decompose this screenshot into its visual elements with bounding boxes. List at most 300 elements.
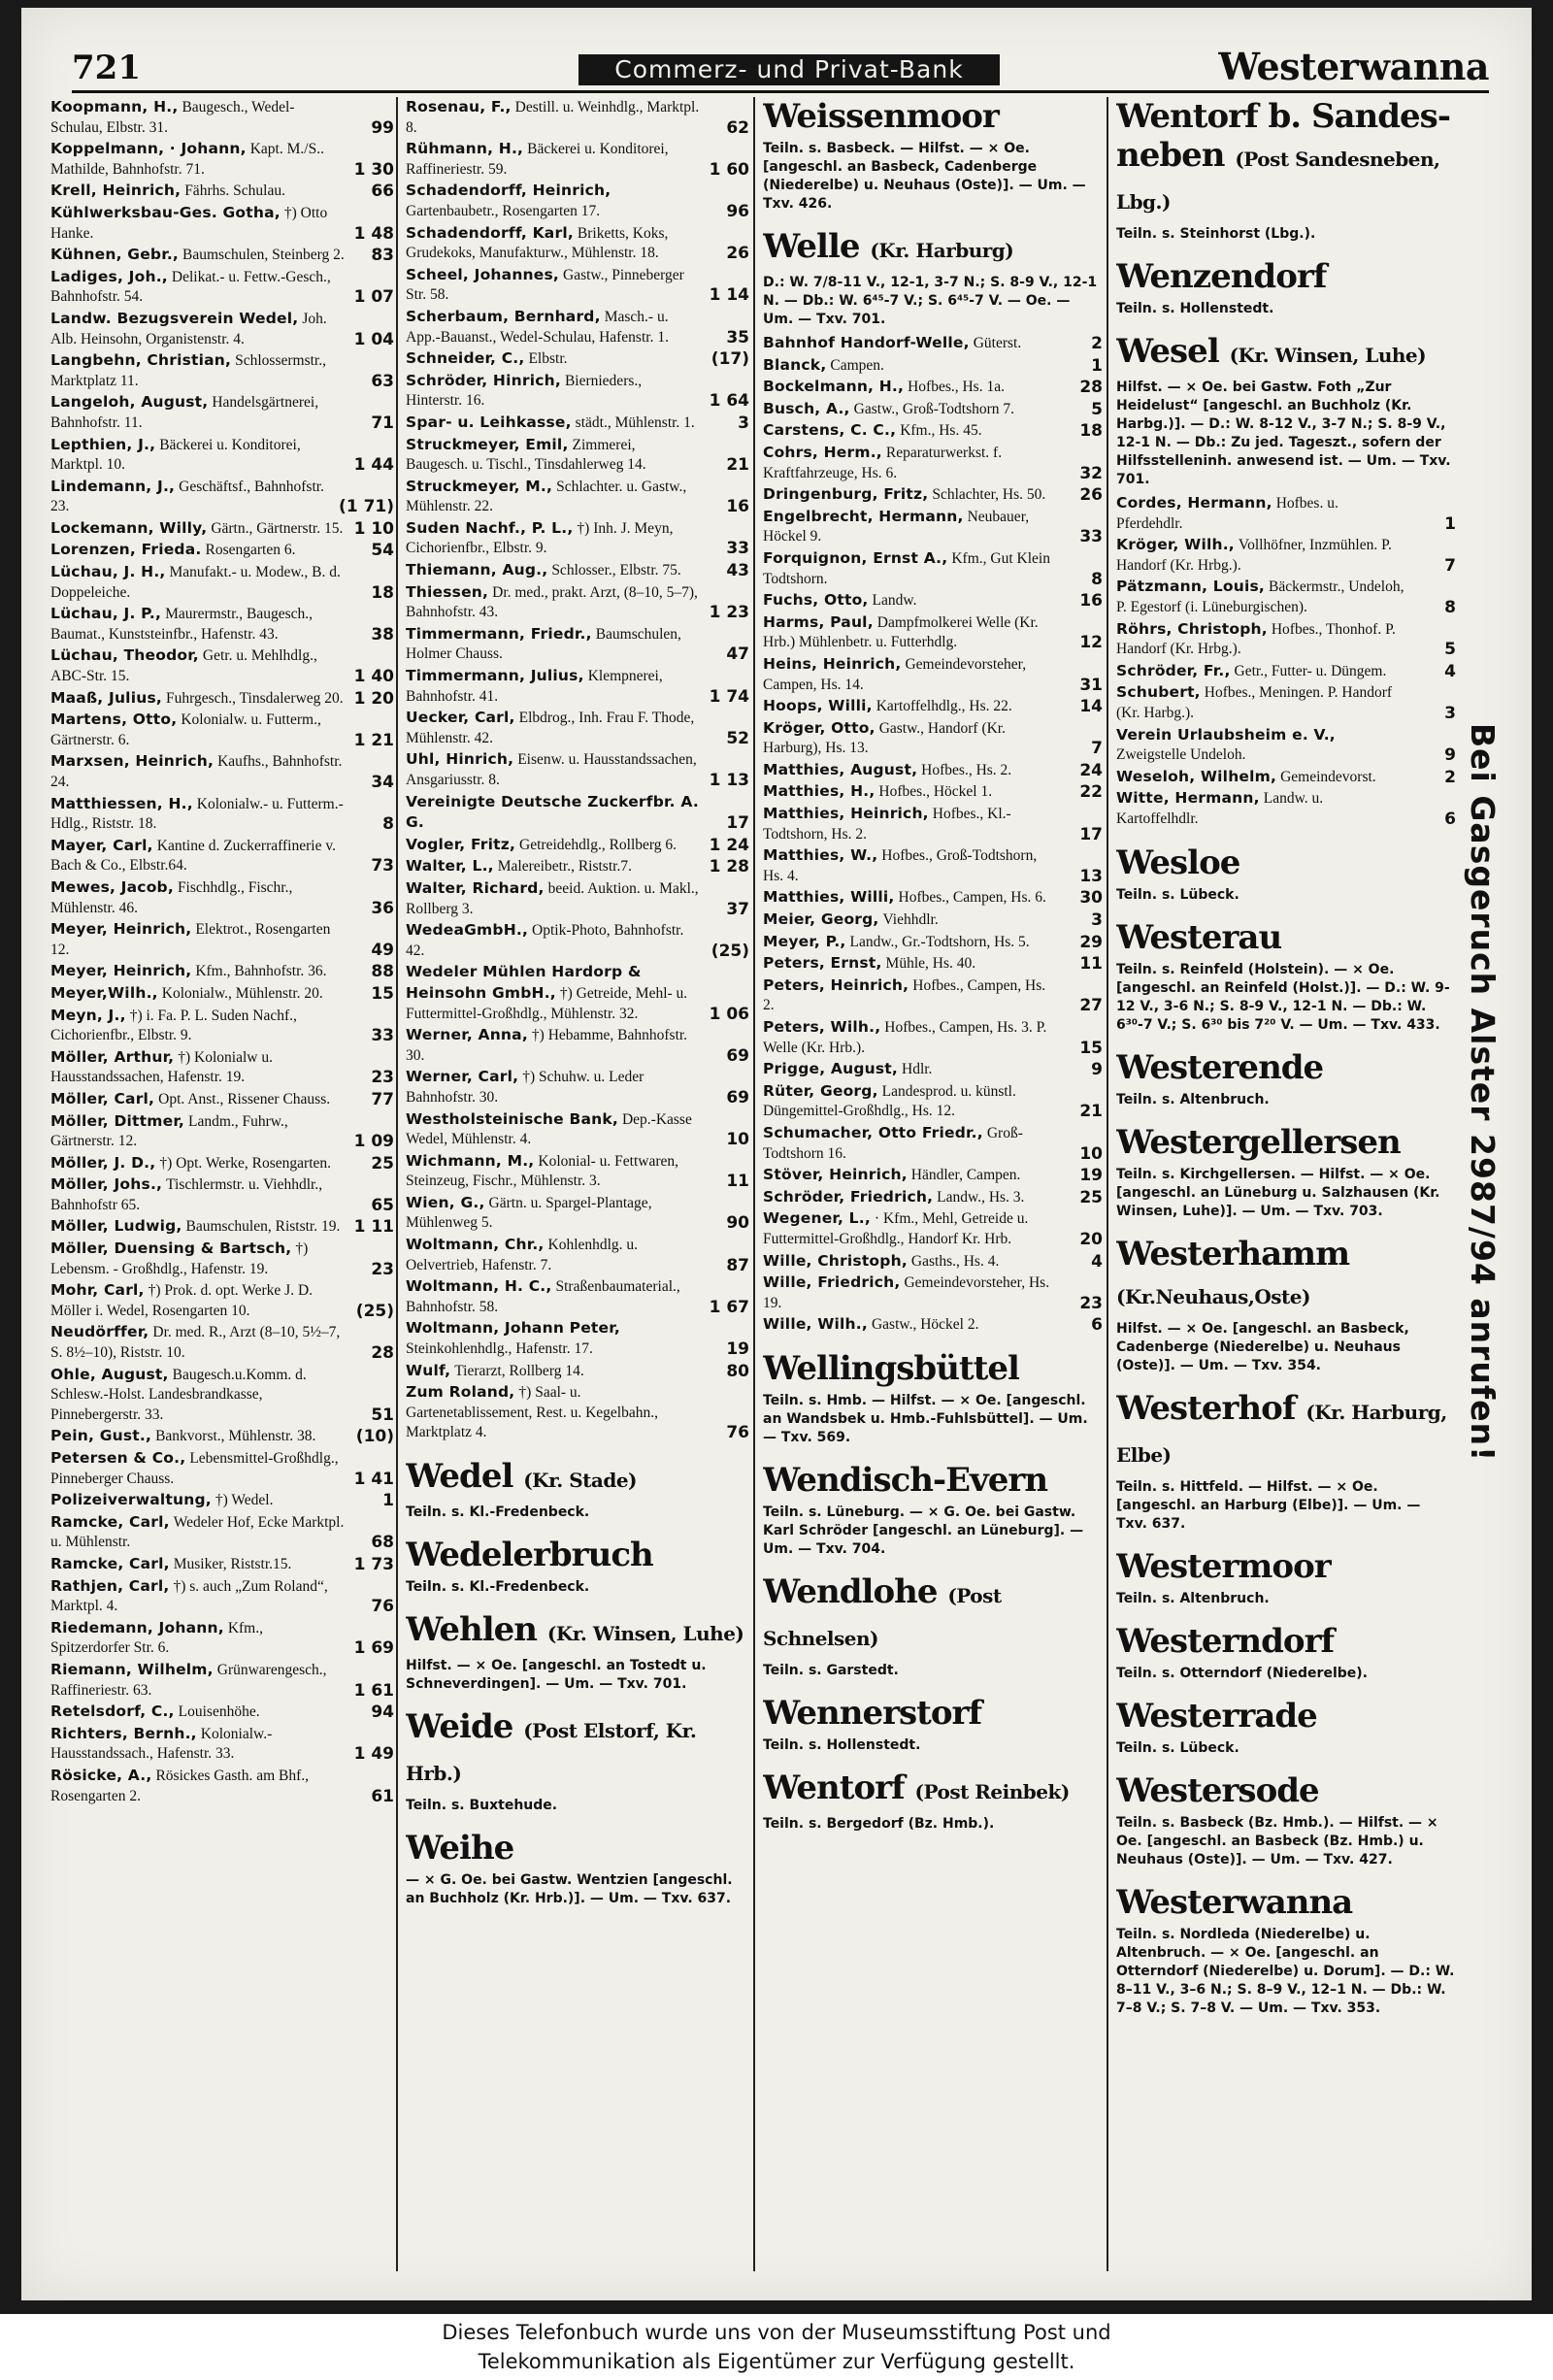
entry-name: Meyer, Heinrich, xyxy=(50,920,192,939)
entry-name: Möller, Carl, xyxy=(50,1089,155,1107)
directory-entry xyxy=(50,267,394,308)
entry-name: Uecker, Carl, xyxy=(406,709,515,727)
entry-name: Meyer, Heinrich, xyxy=(50,962,192,980)
entry-name: Pein, Gust., xyxy=(50,1427,152,1445)
place-name xyxy=(1116,1883,1456,1922)
phone-number: 1 21 xyxy=(353,730,394,750)
column-4 xyxy=(1116,97,1456,2276)
entry-name: Bahnhof Handorf-Welle, xyxy=(763,334,970,351)
directory-entry xyxy=(763,696,1103,717)
phone-number: 51 xyxy=(371,1405,394,1425)
entry-details: Landw. xyxy=(872,592,917,610)
entry-details: Rösickes Gasth. am Bhf., Rosengarten 2. xyxy=(50,1767,310,1804)
directory-entry xyxy=(406,1235,749,1275)
entry-details: Gastw., Handorf (Kr. Harburg), Hs. 13. xyxy=(763,719,1006,757)
entry-name: Schröder, Hinrich, xyxy=(406,371,561,389)
place-title: Westerwanna xyxy=(1116,1882,1353,1922)
entry-name: Blanck, xyxy=(763,355,827,374)
place-title: Wentorf b. Sandes- xyxy=(1116,97,1450,136)
place-section xyxy=(763,1572,1103,1680)
place-section xyxy=(406,1536,749,1597)
phone-number: 1 28 xyxy=(709,857,749,877)
place-info: Teiln. s. Altenbruch. xyxy=(1116,1590,1270,1606)
gas-leak-notice: Bei Gasgeruch Alster 2987/94 anrufen! xyxy=(1464,723,1502,1463)
directory-entry xyxy=(50,181,394,202)
entry-details: Biernieders., Hinterstr. 16. xyxy=(406,372,643,410)
place-title: Weissenmoor xyxy=(763,97,999,136)
entry-name: Marxsen, Heinrich, xyxy=(50,752,215,771)
phone-number: 8 xyxy=(1091,569,1103,589)
entry-name: Matthies, H., xyxy=(763,782,876,801)
place-info: Hilfst. — × Oe. [angeschl. an Tostedt u. Schneverdingen]. — Um. — Txv. 701. xyxy=(406,1658,707,1692)
place-info: Teiln. s. Bergedorf (Bz. Hmb.). xyxy=(763,1815,995,1832)
directory-entry xyxy=(763,718,1103,759)
place-section xyxy=(763,227,1103,329)
directory-entry xyxy=(763,484,1103,506)
place-name xyxy=(763,1349,1103,1388)
directory-entry xyxy=(50,877,394,918)
entry-details: Kolonialw., Mühlenstr. 20. xyxy=(161,984,323,1002)
place-district: (Kr. Harburg) xyxy=(870,239,1014,262)
phone-number: 7 xyxy=(1091,739,1103,759)
phone-number: 7 xyxy=(1444,555,1456,576)
phone-number: 26 xyxy=(726,244,749,264)
entry-name: Matthiessen, H., xyxy=(50,794,193,812)
phone-number: 99 xyxy=(371,117,394,138)
entry-name: Ramcke, Carl, xyxy=(50,1512,170,1531)
place-section xyxy=(1116,843,1456,905)
entry-name: Mohr, Carl, xyxy=(50,1281,145,1300)
phone-number: 22 xyxy=(1079,782,1103,803)
directory-entry xyxy=(406,1361,749,1382)
directory-entry xyxy=(406,1276,749,1317)
entry-name: Wedeler Mühlen Hardorp & Heinsohn GmbH., xyxy=(406,963,642,1002)
phone-number: 1 24 xyxy=(709,835,749,855)
phone-number: 1 xyxy=(1091,355,1103,376)
place-district: (Post Elstorf, Kr. Hrb.) xyxy=(406,1719,697,1785)
directory-entry xyxy=(763,909,1103,931)
place-name xyxy=(763,227,1103,270)
place-district: (Kr.Neuhaus,Oste) xyxy=(1116,1284,1310,1308)
entry-details: Kohlenhdlg. u. Oelvertrieb, Hafenstr. 7. xyxy=(406,1237,639,1273)
place-title: Wenzendorf xyxy=(1116,257,1327,296)
entry-name: Walter, L., xyxy=(406,857,494,876)
directory-entry xyxy=(406,181,749,221)
entry-details: Hdlr. xyxy=(902,1061,933,1078)
entry-details: städt., Mühlenstr. 1. xyxy=(575,413,695,431)
entry-details: Getr. u. Mehlhdlg., ABC-Str. 15. xyxy=(50,647,317,685)
phone-number: (25) xyxy=(710,941,749,961)
entry-details: Bäckerei u. Konditorei, Raffineriestr. 59. xyxy=(406,141,669,178)
entry-details: †) Saal- u. Gartenetablissement, Rest. u. Kegelbahn., Marktplatz 4. xyxy=(406,1384,658,1441)
entry-name: Matthies, W., xyxy=(763,846,878,865)
entry-name: Timmermann, Julius, xyxy=(406,667,584,685)
phone-number: 37 xyxy=(726,899,749,919)
directory-entry xyxy=(763,507,1103,547)
entry-name: Werner, Carl, xyxy=(406,1068,519,1086)
entry-name: Stöver, Heinrich, xyxy=(763,1166,908,1184)
phone-number: 80 xyxy=(726,1361,749,1381)
entry-details: Gastw., Höckel 2. xyxy=(871,1316,979,1334)
entry-details: Gemeindevorst. xyxy=(1280,768,1376,785)
column-3 xyxy=(763,97,1103,2276)
place-title: Westerrade xyxy=(1116,1696,1317,1735)
entry-details: Hofbes., Thonhof. P. Handorf (Kr. Hrbg.). xyxy=(1116,620,1396,658)
phone-number: 19 xyxy=(1079,1166,1103,1186)
place-section xyxy=(763,1349,1103,1447)
place-name xyxy=(1116,1697,1456,1735)
entry-details: Briketts, Koks, Grudekoks, Manufakturw., Mühlenstr. 18. xyxy=(406,224,669,262)
phone-number: 27 xyxy=(1079,996,1103,1016)
phone-number: 15 xyxy=(1079,1038,1103,1058)
place-section xyxy=(1116,97,1456,244)
directory-entry xyxy=(763,1059,1103,1080)
phone-number: 12 xyxy=(1079,633,1103,653)
phone-number: 38 xyxy=(371,624,394,645)
entry-details: Kfm., Bahnhofstr. 36. xyxy=(195,963,327,980)
entry-details: Louisenhöhe. xyxy=(178,1703,260,1721)
phone-number: 3 xyxy=(738,413,749,433)
entry-details: Viehhdlr. xyxy=(882,911,939,929)
directory-entry xyxy=(406,413,749,434)
entry-name: Möller, Johs., xyxy=(50,1175,163,1194)
entry-details: †) Wedel. xyxy=(215,1492,274,1509)
place-district: (Post Reinbek) xyxy=(914,1779,1070,1803)
phone-number: 47 xyxy=(726,645,749,665)
entry-details: Getr., Futter- u. Düngem. xyxy=(1234,662,1387,679)
directory-entry xyxy=(50,139,394,180)
entry-name: Meyer,Wilh., xyxy=(50,983,158,1002)
directory-entry xyxy=(50,1322,394,1363)
place-name xyxy=(1116,1235,1456,1316)
phone-number: 54 xyxy=(371,541,394,561)
entry-details: Kolonialw. u. Futterm., Gärtnerstr. 6. xyxy=(50,711,321,748)
entry-name: Krell, Heinrich, xyxy=(50,182,182,200)
entry-name: Richters, Bernh., xyxy=(50,1724,197,1742)
entry-name: Rühmann, H., xyxy=(406,140,524,158)
directory-entry xyxy=(1116,493,1456,534)
running-head-place: Westerwanna xyxy=(1218,45,1489,88)
directory-entry xyxy=(50,751,394,792)
entry-details: Opt. Anst., Rissener Chauss. xyxy=(158,1090,331,1107)
entry-name: Schröder, Fr., xyxy=(1116,661,1231,679)
directory-entry xyxy=(406,1109,749,1150)
entry-details: Steinkohlenhdlg., Hafenstr. 17. xyxy=(406,1340,593,1358)
entry-name: Timmermann, Friedr., xyxy=(406,624,592,643)
phone-number: 76 xyxy=(726,1423,749,1443)
directory-entry xyxy=(763,1273,1103,1313)
phone-number: (10) xyxy=(355,1427,394,1447)
entry-name: Struckmeyer, M., xyxy=(406,477,553,495)
place-district: (Post Schnelsen) xyxy=(763,1583,1002,1650)
entry-details: †) Inh. J. Meyn, Cichorienfbr., Elbstr. 9. xyxy=(406,519,674,557)
directory-entry xyxy=(50,1089,394,1110)
entry-name: Forquignon, Ernst A., xyxy=(763,548,948,567)
directory-entry xyxy=(763,1187,1103,1208)
directory-entry xyxy=(763,399,1103,420)
place-name xyxy=(406,1829,749,1868)
entry-name: Kühlwerksbau-Ges. Gotha, xyxy=(50,203,281,221)
place-section xyxy=(406,1707,749,1815)
directory-entry xyxy=(50,435,394,476)
directory-entry xyxy=(50,392,394,433)
place-title: Wedel xyxy=(406,1457,513,1496)
entry-details: †) Kolonialw u. Hausstandssachen, Hafenstr. 19. xyxy=(50,1048,273,1086)
entry-details: Dr. med., prakt. Arzt, (8–10, 5–7), Bahnhofstr. 43. xyxy=(406,583,698,621)
entry-details: †) Schuhw. u. Leder Bahnhofstr. 30. xyxy=(406,1069,644,1106)
entry-name: Lockemann, Willy, xyxy=(50,518,208,537)
directory-entry xyxy=(406,435,749,476)
entry-name: Weseloh, Wilhelm, xyxy=(1116,767,1277,785)
place-section xyxy=(1116,1697,1456,1758)
phone-number: 43 xyxy=(726,561,749,581)
place-section xyxy=(406,1829,749,1908)
entry-name: Mewes, Jacob, xyxy=(50,877,174,896)
entry-name: Kühnen, Gebr., xyxy=(50,246,180,264)
entry-details: Schlosser., Elbstr. 75. xyxy=(551,562,681,579)
directory-entry xyxy=(50,1660,394,1701)
entry-details: Dampfmolkerei Welle (Kr. Hrb.) Mühlenbetr. u. Futterhdlg. xyxy=(763,613,1039,651)
directory-entry xyxy=(50,688,394,710)
phone-number: 1 13 xyxy=(709,771,749,790)
entry-details: Hofbes., Kl.-Todtshorn, Hs. 2. xyxy=(763,806,1011,843)
entry-name: Möller, Duensing & Bartsch, xyxy=(50,1240,292,1258)
phone-number: 21 xyxy=(726,455,749,476)
entry-name: Zum Roland, xyxy=(406,1383,515,1402)
page-header xyxy=(72,45,1489,93)
place-district: (Kr. Harburg, Elbe) xyxy=(1116,1400,1447,1467)
phone-number: 23 xyxy=(371,1068,394,1088)
entry-name: Wichmann, M., xyxy=(406,1151,535,1170)
entry-name: Hoops, Willi, xyxy=(763,697,873,715)
phone-number: 1 73 xyxy=(353,1554,394,1574)
directory-entry xyxy=(50,1576,394,1617)
directory-entry xyxy=(763,1165,1103,1186)
entry-details: Landw. u. Kartoffelhdlr. xyxy=(1116,790,1324,827)
entry-name: Langbehn, Christian, xyxy=(50,351,232,370)
place-section xyxy=(1116,1123,1456,1221)
entry-name: Koopmann, H., xyxy=(50,98,179,116)
place-name xyxy=(1116,257,1456,296)
place-info: Teiln. s. Altenbruch. xyxy=(1116,1091,1270,1107)
directory-entry xyxy=(406,624,749,665)
entry-name: Thiemann, Aug., xyxy=(406,561,548,579)
place-name xyxy=(1116,1622,1456,1661)
entry-name: Peters, Wilh., xyxy=(763,1018,881,1036)
directory-entry xyxy=(50,477,394,517)
entry-name: Vereinigte Deutsche Zuckerfbr. A. G. xyxy=(406,792,699,832)
entry-name: Matthies, Heinrich, xyxy=(763,805,929,823)
phone-number: 1 49 xyxy=(353,1744,394,1765)
phone-number: 32 xyxy=(1079,463,1103,483)
phone-number: 25 xyxy=(371,1153,394,1173)
directory-entry xyxy=(406,518,749,559)
phone-number: 1 40 xyxy=(353,667,394,687)
entry-details: Hofbes., Campen, Hs. 3. P. Welle (Kr. Hrb.). xyxy=(763,1019,1047,1056)
directory-entry xyxy=(763,377,1103,398)
place-name xyxy=(1116,332,1456,375)
entry-name: Kröger, Wilh., xyxy=(1116,536,1235,554)
entry-details: Groß-Todtshorn 16. xyxy=(763,1124,1023,1162)
directory-entry xyxy=(763,1123,1103,1164)
directory-entry xyxy=(406,97,749,138)
entry-name: Scherbaum, Bernhard, xyxy=(406,307,601,325)
phone-number: 83 xyxy=(371,246,394,266)
entry-details: · Kfm., Mehl, Getreide u. Futtermittel-Großhdlg., Handorf Kr. Hrb. xyxy=(763,1210,1029,1247)
place-title: Westerende xyxy=(1116,1047,1324,1087)
phone-number: 66 xyxy=(371,182,394,202)
directory-entry xyxy=(50,540,394,561)
place-name xyxy=(406,1457,749,1500)
entry-details: Grünwarengesch., Raffineriestr. 63. xyxy=(50,1661,327,1699)
place-district: (Kr. Winsen, Luhe) xyxy=(1229,344,1427,367)
phone-number: 63 xyxy=(371,371,394,391)
phone-number: 77 xyxy=(371,1089,394,1109)
entry-name: Rösicke, A., xyxy=(50,1766,152,1784)
entry-name: Busch, A., xyxy=(763,399,850,417)
entry-details: Gartenbaubetr., Rosengarten 17. xyxy=(406,202,601,219)
entry-details: †) Getreide, Mehl- u. Futtermittel-Großhdlg., Mühlenstr. 32. xyxy=(406,984,688,1022)
phone-number: 1 74 xyxy=(709,686,749,707)
directory-entry xyxy=(50,1724,394,1765)
directory-entry xyxy=(50,1111,394,1152)
entry-name: Matthies, August, xyxy=(763,760,918,778)
entry-details: Getreidehdlg., Rollberg 6. xyxy=(519,836,677,853)
directory-entry xyxy=(406,560,749,581)
entry-details: Landw., Hs. 3. xyxy=(937,1188,1025,1206)
directory-entry xyxy=(763,1017,1103,1058)
phone-number: 1 04 xyxy=(353,329,394,349)
phone-number: 19 xyxy=(726,1339,749,1360)
directory-entry xyxy=(406,835,749,856)
entry-details: Klempnerei, Bahnhofstr. 41. xyxy=(406,668,663,705)
directory-entry xyxy=(763,612,1103,653)
entry-details: Elbstr. xyxy=(528,350,568,368)
phone-number: 65 xyxy=(371,1195,394,1215)
entry-name: Möller, Dittmer, xyxy=(50,1111,184,1130)
phone-number: 1 14 xyxy=(709,285,749,306)
place-title: Wellingsbüttel xyxy=(763,1348,1019,1388)
entry-name: Landw. Bezugsverein Wedel, xyxy=(50,309,299,327)
entry-name: Möller, J. D., xyxy=(50,1153,156,1172)
place-name xyxy=(1116,97,1456,221)
phone-number: 4 xyxy=(1444,661,1456,681)
entry-details: Baumschulen, Riststr. 19. xyxy=(185,1218,341,1236)
entry-details: Campen. xyxy=(830,356,884,374)
directory-entry xyxy=(406,265,749,306)
directory-entry xyxy=(763,420,1103,442)
entry-name: Koppelmann, · Johann, xyxy=(50,140,247,158)
entry-details: Kaufhs., Bahnhofstr. 24. xyxy=(50,753,343,790)
phone-number: 6 xyxy=(1091,1315,1103,1336)
entry-name: Maaß, Julius, xyxy=(50,688,162,707)
directory-entry xyxy=(406,307,749,347)
directory-entry xyxy=(406,666,749,707)
directory-entry xyxy=(406,1382,749,1443)
entry-details: Landesprod. u. künstl. Düngemittel-Großhdlg., Hs. 12. xyxy=(763,1082,1016,1120)
directory-entry xyxy=(763,654,1103,695)
entry-name: Martens, Otto, xyxy=(50,711,178,729)
place-info: Teiln. s. Hittfeld. — Hilfst. — × Oe. [angeschl. an Harburg (Elbe)]. — Um. — Txv. 637. xyxy=(1116,1478,1421,1532)
directory-entry xyxy=(763,548,1103,589)
entry-details: Zweigstelle Undeloh. xyxy=(1116,746,1246,764)
entry-name: Bockelmann, H., xyxy=(763,378,905,396)
place-info: Teiln. s. Hmb. — Hilfst. — × Oe. [angeschl. an Wandsbek u. Hmb.-Fuhlsbüttel]. — Um. — Txv. 569. xyxy=(763,1392,1088,1445)
entry-details: Bäckerei u. Konditorei, Marktpl. 10. xyxy=(50,436,301,474)
phone-number: (25) xyxy=(355,1301,394,1321)
directory-entry xyxy=(50,961,394,982)
entry-details: Fuhrgesch., Tinsdalerweg 20. xyxy=(165,689,344,707)
entry-name: Schadendorff, Karl, xyxy=(406,223,574,242)
place-section xyxy=(406,1610,749,1694)
footer-credit xyxy=(0,2314,1553,2380)
entry-details: Eisenw. u. Hausstandssachen, Ansgariusstr. 8. xyxy=(406,751,697,788)
entry-details: Reparaturwerkst. f. Kraftfahrzeuge, Hs. 6. xyxy=(763,444,1003,481)
directory-entry xyxy=(50,97,394,138)
directory-entry xyxy=(50,1174,394,1215)
place-info: Teiln. s. Buxtehude. xyxy=(406,1798,558,1813)
directory-entry xyxy=(763,333,1103,354)
phone-number: 11 xyxy=(726,1172,749,1192)
place-name xyxy=(1116,843,1456,882)
phone-number: (17) xyxy=(710,349,749,370)
phone-number: 96 xyxy=(726,201,749,221)
entry-name: Röhrs, Christoph, xyxy=(1116,619,1268,638)
place-title: Westerhamm xyxy=(1116,1234,1350,1273)
phone-number: 26 xyxy=(1079,485,1103,506)
entry-details: Kolonialw.-Hausstandssach., Hafenstr. 33. xyxy=(50,1725,273,1763)
entry-details: Musiker, Riststr.15. xyxy=(173,1555,292,1572)
entry-name: Wille, Wilh., xyxy=(763,1315,868,1334)
phone-number: 68 xyxy=(371,1533,394,1553)
entry-details: Hofbes., Höckel 1. xyxy=(878,783,993,801)
entry-details: Zimmerei, Baugesch. u. Tischl., Tinsdahlerweg 14. xyxy=(406,436,646,474)
directory-entry xyxy=(406,1025,749,1066)
phone-number: 73 xyxy=(371,856,394,876)
entry-details: †) i. Fa. P. L. Suden Nachf., Cichorienfbr., Elbstr. 9. xyxy=(50,1007,297,1044)
directory-entry xyxy=(1116,682,1456,723)
entry-details: Dep.-Kasse Wedel, Mühlenstr. 4. xyxy=(406,1110,692,1148)
phone-number: 3 xyxy=(1091,910,1103,931)
entry-name: Cohrs, Herm., xyxy=(763,443,882,461)
entry-details: †) s. auch „Zum Roland“, Marktpl. 4. xyxy=(50,1577,328,1615)
entry-name: Schröder, Friedrich, xyxy=(763,1187,934,1206)
place-section xyxy=(1116,1622,1456,1683)
phone-number: 8 xyxy=(382,814,394,835)
phone-number: 1 30 xyxy=(353,159,394,180)
entry-details: Gemeindevorsteher, Hs. 19. xyxy=(763,1274,1050,1311)
phone-number: 1 67 xyxy=(709,1297,749,1317)
place-name xyxy=(763,97,1103,136)
place-name xyxy=(1116,1048,1456,1087)
entry-details: Rosengarten 6. xyxy=(205,542,296,559)
directory-entry xyxy=(50,1280,394,1321)
entry-name: Spar- u. Leihkasse, xyxy=(406,413,572,431)
directory-entry xyxy=(50,245,394,266)
entry-name: Peters, Ernst, xyxy=(763,954,882,973)
directory-entry xyxy=(50,1490,394,1511)
entry-details: Hofbes., Hs. 1a. xyxy=(908,379,1005,396)
phone-number: 24 xyxy=(1079,760,1103,780)
entry-name: Möller, Arthur, xyxy=(50,1047,175,1066)
phone-number: 5 xyxy=(1444,640,1456,660)
place-info: D.: W. 7/8-11 V., 12-1, 3-7 N.; S. 8-9 V., 12-1 N. — Db.: W. 6⁴⁵-7 V.; S. 6⁴⁵-7 V. — Oe. — Um. — Txv. 701. xyxy=(763,275,1098,327)
entry-details: Kolonialw.- u. Futterm.-Hdlg., Riststr. 18. xyxy=(50,795,344,833)
place-section xyxy=(763,97,1103,214)
phone-number: 71 xyxy=(371,413,394,433)
column-divider xyxy=(396,97,398,2271)
entry-details: Baumschulen, Steinberg 2. xyxy=(182,247,345,264)
